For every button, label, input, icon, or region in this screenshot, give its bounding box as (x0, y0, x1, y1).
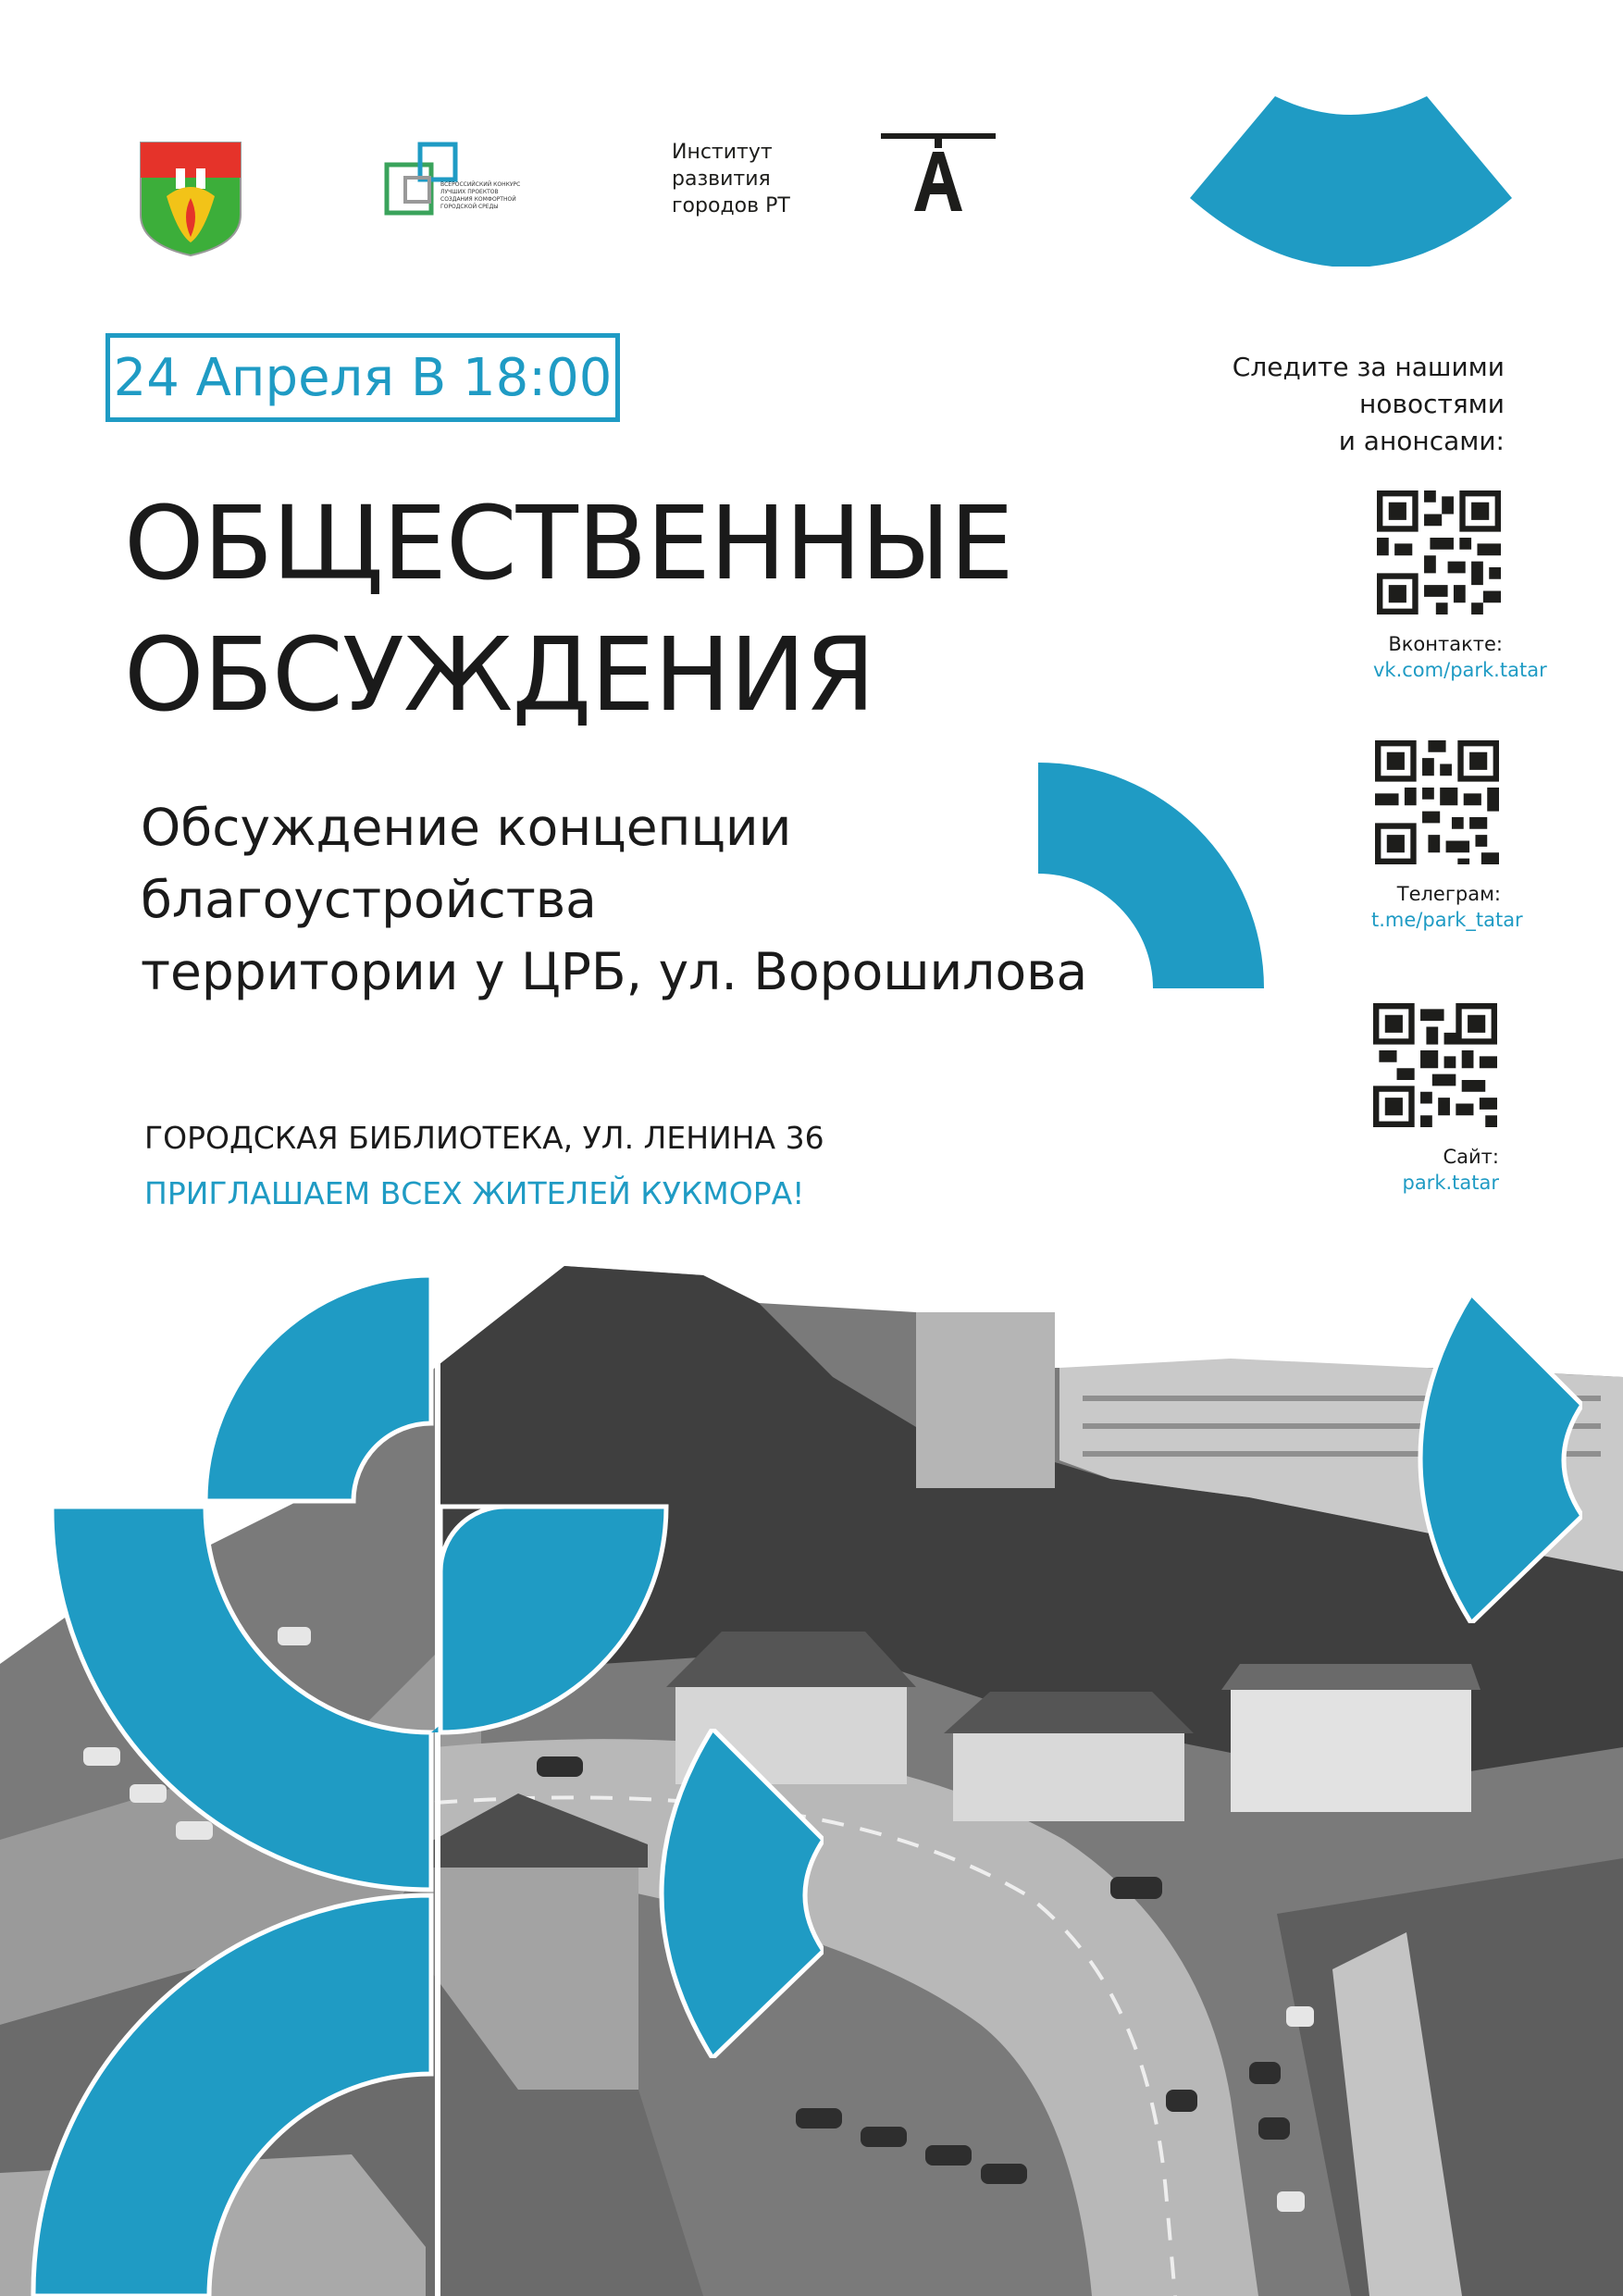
qr-code-icon (1373, 1003, 1497, 1127)
invite-text: ПРИГЛАШАЕМ ВСЕХ ЖИТЕЛЕЙ КУКМОРА! (144, 1175, 805, 1211)
event-subtitle (141, 791, 1087, 1008)
title-line-2: ОБСУЖДЕНИЯ (124, 615, 875, 734)
qr-block-site[interactable] (1369, 1003, 1499, 1194)
title-line-1: ОБЩЕСТВЕННЫЕ (124, 484, 1013, 602)
qr-label-telegram: Телеграм: (1396, 883, 1501, 905)
qr-block-vk[interactable] (1373, 490, 1547, 681)
qr-code-icon (1375, 740, 1499, 864)
venue-text: ГОРОДСКАЯ БИБЛИОТЕКА, УЛ. ЛЕНИНА 36 (144, 1120, 824, 1156)
qr-label-vk: Вконтакте: (1388, 633, 1503, 655)
subtitle-line-1: Обсуждение концепции (141, 798, 792, 857)
subtitle-line-2: благоустройства (141, 870, 597, 929)
follow-text: Следите за нашими новостями и анонсами: (1232, 352, 1505, 456)
fan-shape-top (1190, 96, 1512, 267)
coat-of-arms-logo (139, 141, 242, 257)
competition-logo (383, 141, 559, 218)
qr-code-icon (1377, 490, 1501, 614)
competition-logo-text: ВСЕРОССИЙСКИЙ КОНКУРС ЛУЧШИХ ПРОЕКТОВ СОЗДАНИЯ КОМФОРТНОЙ ГОРОДСКОЙ СРЕДЫ (440, 181, 521, 210)
qr-block-telegram[interactable] (1371, 740, 1523, 931)
event-date: 24 Апреля В 18:00 (113, 347, 613, 408)
subtitle-line-3: территории у ЦРБ, ул. Ворошилова (141, 942, 1088, 1001)
qr-link-vk[interactable]: vk.com/park.tatar (1373, 659, 1547, 681)
fan-shape-right (1397, 1294, 1582, 1623)
a-letter-logo (881, 130, 996, 215)
fan-shape-center (638, 1729, 824, 2058)
qr-label-site: Сайт: (1443, 1146, 1499, 1168)
page-title (124, 478, 1013, 740)
quarter-ring-middle (1038, 763, 1264, 988)
qr-link-site[interactable]: park.tatar (1402, 1172, 1499, 1194)
institute-logo: Институт развития городов РТ (672, 141, 790, 217)
date-box (105, 333, 620, 422)
qr-link-telegram[interactable]: t.me/park_tatar (1371, 909, 1523, 931)
blue-shapes-left (0, 1266, 703, 2296)
